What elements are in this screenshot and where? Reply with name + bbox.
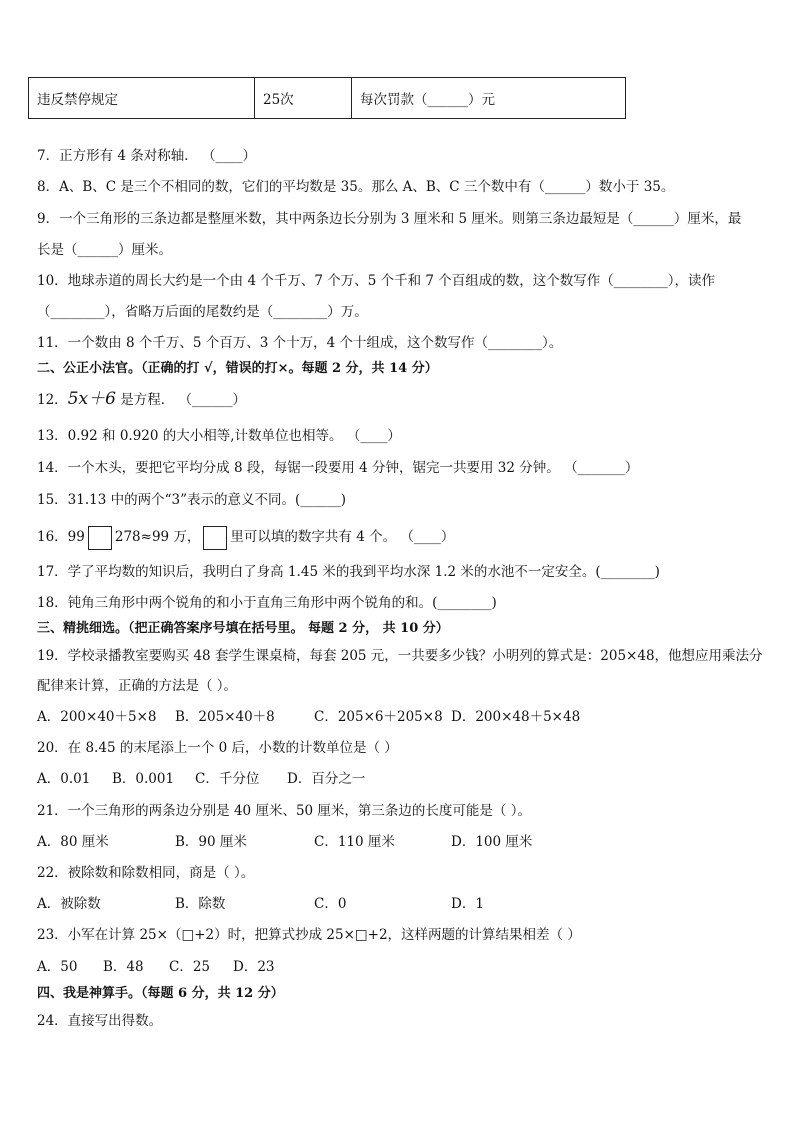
option: C．205×6＋205×8 bbox=[314, 709, 443, 725]
question-19-line1: 19．学校录播教室要购买 48 套学生课桌椅，每套 205 元，一共要多少钱？小明列的算式是：205×48，他想应用乘法分 bbox=[37, 648, 763, 664]
question-13: 13．0.92 和 0.920 的大小相等,计数单位也相等。 （____） bbox=[37, 428, 401, 444]
option: C．110 厘米 bbox=[314, 834, 395, 850]
question-9-line1: 9．一个三角形的三条边都是整厘米数，其中两条边长分别为 3 厘米和 5 厘米。则第三条边最短是（______）厘米，最 bbox=[37, 211, 742, 227]
option: D．百分之一 bbox=[287, 771, 366, 787]
option: A．50 bbox=[37, 959, 78, 975]
question-15: 15．31.13 中的两个“3”表示的意义不同。(______) bbox=[37, 492, 347, 508]
question-20: 20．在 8.45 的末尾添上一个 0 后，小数的计数单位是（ ） bbox=[37, 740, 398, 756]
section-3-heading: 三、精挑细选。（把正确答案序号填在括号里。 每题 2 分， 共 10 分） bbox=[37, 621, 449, 636]
option: D．23 bbox=[233, 959, 275, 975]
option: B．48 bbox=[103, 959, 144, 975]
math-expression: 5x＋6 bbox=[67, 389, 116, 409]
question-16 bbox=[37, 525, 454, 550]
option: A．200×40＋5×8 bbox=[37, 709, 157, 725]
option: D．200×48＋5×48 bbox=[451, 709, 581, 725]
question-22: 22．被除数和除数相同，商是（ ）。 bbox=[37, 865, 255, 881]
option: B．0.001 bbox=[112, 771, 175, 787]
question-21: 21．一个三角形的两条边分别是 40 厘米、50 厘米，第三条边的长度可能是（ ）。 bbox=[37, 803, 531, 819]
question-12 bbox=[37, 389, 246, 410]
option: D．1 bbox=[451, 896, 484, 912]
question-8: 8．A、B、C 是三个不相同的数，它们的平均数是 35。那么 A、B、C 三个数中有（______）数小于 35。 bbox=[37, 179, 675, 195]
blank-box bbox=[203, 526, 227, 550]
question-10-line2: （________），省略万后面的尾数约是（________）万。 bbox=[37, 304, 368, 320]
option: B．205×40＋8 bbox=[175, 709, 275, 725]
question-text: 278≈99 万， bbox=[114, 529, 201, 545]
question-number: 12． bbox=[37, 392, 68, 408]
question-17: 17．学了平均数的知识后，我明白了身高 1.45 米的我到平均水深 1.2 米的水池不一定安全。(________) bbox=[37, 564, 660, 580]
section-2-heading: 二、公正小法官。（正确的打 √，错误的打×。每题 2 分，共 14 分） bbox=[37, 361, 438, 376]
question-11: 11．一个数由 8 个千万、5 个百万、3 个十万，4 个十组成，这个数写作（________）。 bbox=[37, 335, 563, 351]
table-cell: 25次 bbox=[255, 78, 352, 119]
table-cell: 违反禁停规定 bbox=[29, 78, 255, 119]
option: C．千分位 bbox=[195, 771, 260, 787]
question-23-options bbox=[37, 957, 757, 977]
question-22-options bbox=[37, 894, 757, 914]
section-4-heading: 四、我是神算手。（每题 6 分，共 12 分） bbox=[37, 986, 284, 1001]
table-cell: 每次罚款（______）元 bbox=[352, 78, 626, 119]
question-text: 16．99 bbox=[37, 529, 85, 545]
option: D．100 厘米 bbox=[451, 834, 533, 850]
question-24: 24．直接写出得数。 bbox=[37, 1013, 163, 1029]
question-9-line2: 长是（______）厘米。 bbox=[37, 242, 172, 258]
question-19-line2: 配律来计算，正确的方法是（ ）。 bbox=[37, 678, 238, 694]
table-row bbox=[29, 78, 626, 119]
question-19-options bbox=[37, 707, 757, 727]
option: B．除数 bbox=[175, 896, 226, 912]
option: A．被除数 bbox=[37, 896, 101, 912]
question-10-line1: 10．地球赤道的周长大约是一个由 4 个千万、7 个万、5 个千和 7 个百组成的数，这个数写作（________），读作 bbox=[37, 273, 716, 289]
question-21-options bbox=[37, 832, 757, 852]
question-14: 14．一个木头，要把它平均分成 8 段，每锯一段要用 4 分钟，锯完一共要用 32 分钟。 （_______） bbox=[37, 460, 639, 476]
question-7: 7．正方形有 4 条对称轴． （____） bbox=[37, 148, 257, 164]
blank-box bbox=[88, 526, 112, 550]
question-20-options bbox=[37, 769, 757, 789]
option: C．0 bbox=[314, 896, 347, 912]
question-18: 18．钝角三角形中两个锐角的和小于直角三角形中两个锐角的和。(________) bbox=[37, 595, 497, 611]
question-text: 里可以填的数字共有 4 个。 （____） bbox=[230, 529, 455, 545]
option: C．25 bbox=[169, 959, 211, 975]
option: A．80 厘米 bbox=[37, 834, 109, 850]
question-text: 是方程． （______） bbox=[115, 392, 247, 408]
option: A．0.01 bbox=[37, 771, 91, 787]
option: B．90 厘米 bbox=[175, 834, 247, 850]
penalty-table bbox=[28, 77, 626, 119]
question-23: 23．小军在计算 25×（□+2）时，把算式抄成 25×□+2，这样两题的计算结果相差（ ） bbox=[37, 927, 581, 943]
